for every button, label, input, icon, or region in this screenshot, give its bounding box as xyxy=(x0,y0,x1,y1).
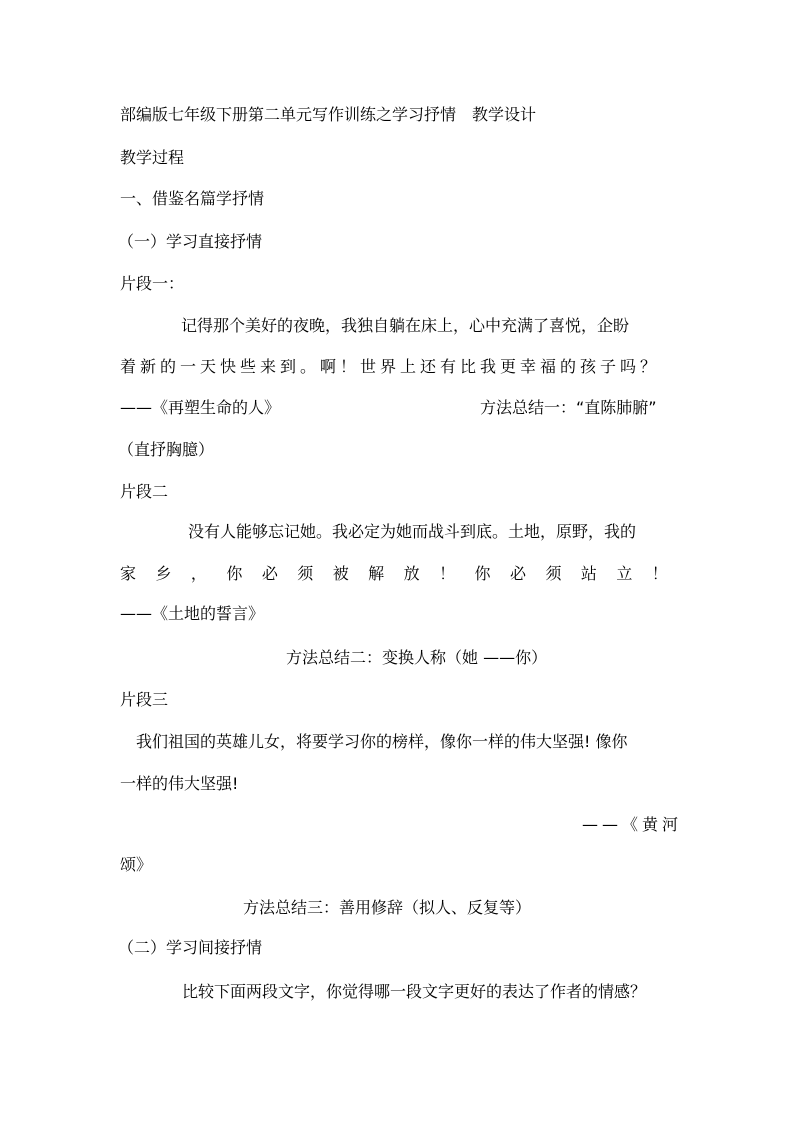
line-char: 家 xyxy=(120,564,137,583)
fragment-1-source: ——《再塑生命的人》 xyxy=(120,398,281,417)
line-char: 解 xyxy=(368,564,385,583)
subsection-heading-1: （一）学习直接抒情 xyxy=(118,232,263,251)
fragment-3-label: 片段三 xyxy=(120,690,169,709)
fragment-3-source-tail: 颂》 xyxy=(120,855,153,874)
line-char: 站 xyxy=(580,564,597,583)
section-heading-1: 一、借鉴名篇学抒情 xyxy=(120,189,265,208)
compare-question: 比较下面两段文字，你觉得哪一段文字更好的表达了作者的情感？ xyxy=(182,982,647,1001)
line-char: 放 xyxy=(403,564,420,583)
line-char: ， xyxy=(190,564,207,583)
fragment-1-label: 片段一： xyxy=(120,274,185,293)
fragment-2-label: 片段二 xyxy=(120,482,169,501)
line-char: 须 xyxy=(297,564,314,583)
fragment-1-method-note: （直抒胸臆） xyxy=(118,440,215,459)
fragment-1-line-1: 记得那个美好的夜晚，我独自躺在床上，心中充满了喜悦，企盼 xyxy=(181,316,630,335)
line-char: 须 xyxy=(545,564,562,583)
line-char: 被 xyxy=(332,564,349,583)
subsection-heading-2: （二）学习间接抒情 xyxy=(118,938,263,957)
line-char: ！ xyxy=(651,564,668,583)
process-heading: 教学过程 xyxy=(120,148,185,167)
fragment-2-line-2 xyxy=(120,564,668,584)
fragment-2-line-1: 没有人能够忘记她。我必定为她而战斗到底。土地，原野，我的 xyxy=(188,522,637,541)
line-char: 你 xyxy=(226,564,243,583)
fragment-3-method: 方法总结三：善用修辞（拟人、反复等） xyxy=(243,898,532,917)
line-char: 你 xyxy=(474,564,491,583)
line-char: 必 xyxy=(261,564,278,583)
line-char: 乡 xyxy=(155,564,172,583)
fragment-3-source: ——《黄河 xyxy=(582,815,683,834)
doc-title: 部编版七年级下册第二单元写作训练之学习抒情 教学设计 xyxy=(120,105,537,124)
fragment-1-method: 方法总结一：“直陈肺腑” xyxy=(480,398,657,417)
fragment-3-line-1: 我们祖国的英雄儿女，将要学习你的榜样，像你一样的伟大坚强! 像你 xyxy=(136,732,628,751)
fragment-3-line-2: 一样的伟大坚强! xyxy=(120,774,239,793)
line-char: 立 xyxy=(616,564,633,583)
fragment-2-method: 方法总结二：变换人称（她 ——你） xyxy=(286,648,548,667)
fragment-2-source: ——《土地的誓言》 xyxy=(120,604,265,623)
line-char: ！ xyxy=(439,564,456,583)
line-char: 必 xyxy=(509,564,526,583)
fragment-1-line-2: 着新的一天快些来到。啊！世界上还有比我更幸福的孩子吗？ xyxy=(120,357,661,376)
